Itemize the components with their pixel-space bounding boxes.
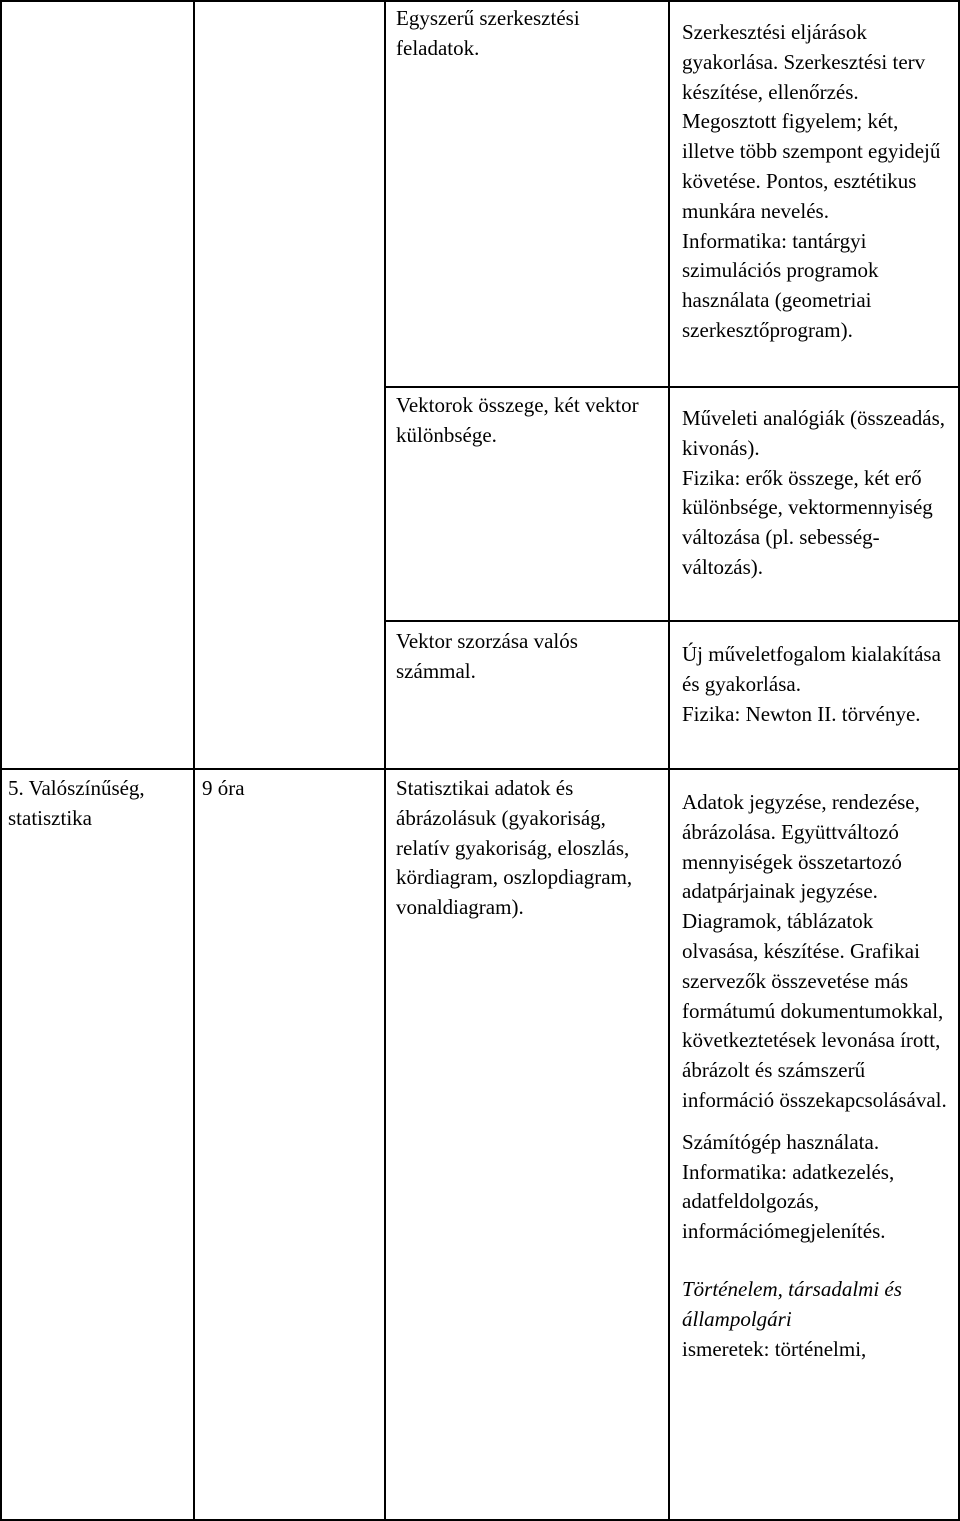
row-divider-1 (384, 386, 960, 388)
activity-text-italic: Történelem, társadalmi és állampolgári (682, 1276, 902, 1331)
activity-text: Szerkesztési eljárások gyakorlása. Szerkesztési terv készítése, ellenőrzés. Megosztott figyelem; két, illetve több szempont egyidejű követése. Pontos, esztétikus munkára nevelés. (682, 20, 941, 223)
table-divider-col1 (193, 0, 195, 1521)
content-text: Egyszerű szerkesztési feladatok. (396, 6, 580, 60)
activity-text: Új műveletfogalom kialakítása és gyakorlása. (682, 642, 941, 696)
content-cell-row2 (396, 391, 658, 451)
row-divider-3 (0, 768, 960, 770)
content-text: Vektorok összege, két vektor különbsége. (396, 393, 639, 447)
topic-cell-row4 (8, 774, 188, 834)
content-cell-row3 (396, 627, 658, 687)
activity-text: Fizika: Newton II. törvénye. (682, 701, 921, 726)
activity-text: Adatok jegyzése, rendezése, ábrázolása. Együttváltozó mennyiségek összetartozó adatpárjainak jegyzése. Diagramok, táblázatok olvasása, készítése. Grafikai szervezők összevetése más formátumú dokumentumokkal, következtetések levonása írott, ábrázolt és számszerű információ összekapcsolásával. (682, 790, 947, 1112)
activity-cell-row1 (682, 18, 952, 346)
table-divider-col2 (384, 0, 386, 1521)
activity-text: Informatika: tantárgyi szimulációs programok használata (geometriai szerkesztőprogram). (682, 228, 879, 342)
activity-text: ismeretek: történelmi, (682, 1336, 867, 1361)
hours-cell-row4 (202, 774, 378, 804)
row-divider-2 (384, 620, 960, 622)
content-text: Statisztikai adatok és ábrázolásuk (gyakoriság, relatív gyakoriság, eloszlás, kördiagram, oszlopdiagram, vonaldiagram). (396, 776, 633, 920)
content-cell-row4 (396, 774, 658, 923)
content-cell-row1 (396, 4, 658, 64)
activity-text: Műveleti analógiák (összeadás, kivonás). (682, 406, 945, 460)
table-border-left (0, 0, 2, 1521)
activity-cell-row4 (682, 788, 952, 1364)
activity-cell-row3 (682, 640, 952, 729)
table-border-top (0, 0, 960, 2)
activity-cell-row2 (682, 404, 952, 583)
table-divider-col3 (668, 0, 670, 1521)
activity-text: Számítógép használata. Informatika: adatkezelés, adatfeldolgozás, információmegjelenítés. (682, 1129, 895, 1244)
hours-text: 9 óra (202, 776, 245, 800)
content-text: Vektor szorzása valós számmal. (396, 629, 578, 683)
activity-text: Fizika: erők összege, két erő különbsége, vektormennyiség változása (pl. sebesség-változás). (682, 465, 933, 579)
topic-text: 5. Valószínűség, statisztika (8, 776, 145, 830)
